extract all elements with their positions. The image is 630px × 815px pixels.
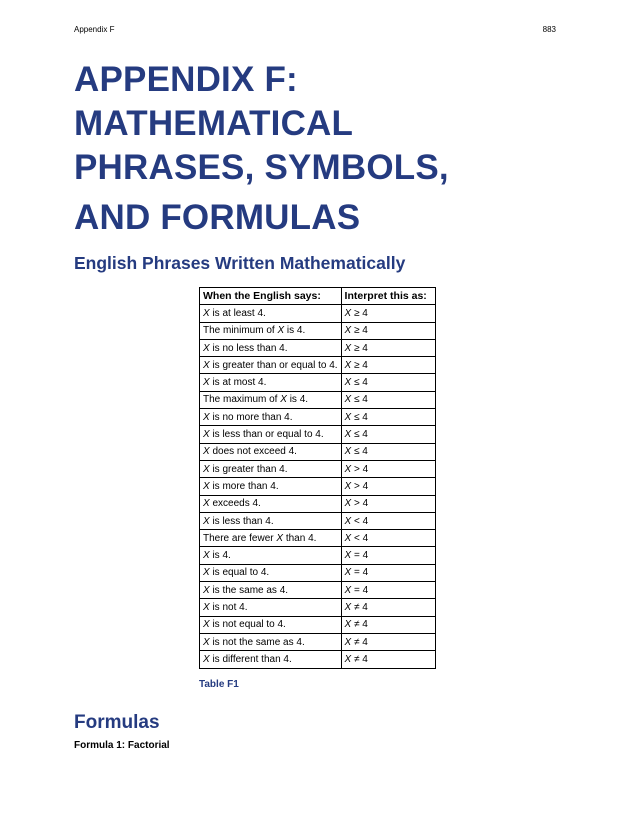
math-expression-cell <box>341 530 435 547</box>
variable-x: X <box>203 480 210 492</box>
expression-variable: X <box>344 411 352 423</box>
english-phrase-cell <box>200 582 342 599</box>
variable-x: X <box>203 653 210 665</box>
math-expression-cell <box>341 305 435 322</box>
table-row <box>200 512 436 529</box>
phrase-text: is equal to 4. <box>209 567 270 579</box>
phrase-text: is the same as 4. <box>209 584 289 596</box>
title-line: APPENDIX F: <box>74 60 298 99</box>
phrase-text: is at most 4. <box>209 377 267 389</box>
expression-variable: X <box>344 342 352 354</box>
math-expression-cell <box>341 409 435 426</box>
variable-x: X <box>203 498 210 510</box>
table-row <box>200 357 436 374</box>
table-row <box>200 409 436 426</box>
page-title <box>74 58 449 240</box>
expression-variable: X <box>344 619 352 631</box>
variable-x: X <box>203 342 210 354</box>
expression-rest: > 4 <box>351 480 369 492</box>
table-row <box>200 339 436 356</box>
table-row <box>200 547 436 564</box>
table-row <box>200 305 436 322</box>
phrase-text: is not equal to 4. <box>209 619 286 631</box>
english-phrase-cell <box>200 564 342 581</box>
phrase-prefix: The maximum of <box>203 394 281 406</box>
phrase-text: is 4. <box>286 394 309 406</box>
variable-x: X <box>276 532 284 544</box>
english-phrase-cell <box>200 495 342 512</box>
english-phrase-cell <box>200 426 342 443</box>
formulas-heading: Formulas <box>74 712 160 733</box>
math-expression-cell <box>341 426 435 443</box>
math-expression-cell <box>341 582 435 599</box>
expression-variable: X <box>344 532 352 544</box>
phrase-text: is greater than or equal to 4. <box>209 359 338 371</box>
expression-variable: X <box>344 636 352 648</box>
phrase-text: does not exceed 4. <box>209 446 297 458</box>
expression-variable: X <box>344 567 352 579</box>
expression-rest: > 4 <box>351 498 369 510</box>
math-expression-cell <box>341 357 435 374</box>
running-header-section: Appendix F <box>74 25 115 34</box>
variable-x: X <box>203 584 210 596</box>
variable-x: X <box>203 619 210 631</box>
expression-rest: ≥ 4 <box>351 342 368 354</box>
variable-x: X <box>203 463 210 475</box>
expression-rest: = 4 <box>351 584 369 596</box>
expression-rest: ≥ 4 <box>351 307 368 319</box>
english-phrase-cell <box>200 391 342 408</box>
expression-rest: = 4 <box>351 550 369 562</box>
phrase-text: is at least 4. <box>209 307 266 319</box>
math-expression-cell <box>341 322 435 339</box>
variable-x: X <box>203 377 210 389</box>
english-phrase-cell <box>200 374 342 391</box>
phrase-prefix: The minimum of <box>203 325 278 337</box>
expression-variable: X <box>344 498 352 510</box>
english-phrase-cell <box>200 616 342 633</box>
page-number: 883 <box>542 25 556 34</box>
expression-variable: X <box>344 394 352 406</box>
section-heading: English Phrases Written Mathematically <box>74 253 406 273</box>
expression-variable: X <box>344 446 352 458</box>
expression-variable: X <box>344 480 352 492</box>
variable-x: X <box>203 429 210 441</box>
variable-x: X <box>203 515 210 527</box>
math-expression-cell <box>341 339 435 356</box>
english-phrase-cell <box>200 633 342 650</box>
math-expression-cell <box>341 512 435 529</box>
table-caption: Table F1 <box>199 679 239 690</box>
phrase-text: is 4. <box>284 325 306 337</box>
table-row <box>200 460 436 477</box>
variable-x: X <box>203 359 210 371</box>
phrase-text: is different than 4. <box>209 653 292 665</box>
expression-rest: ≤ 4 <box>351 446 368 458</box>
expression-variable: X <box>344 515 352 527</box>
math-expression-cell <box>341 599 435 616</box>
expression-rest: ≤ 4 <box>351 411 368 423</box>
table-row <box>200 582 436 599</box>
variable-x: X <box>203 411 210 423</box>
phrase-text: is no less than 4. <box>209 342 288 354</box>
expression-rest: ≠ 4 <box>351 619 368 631</box>
phrase-text: exceeds 4. <box>209 498 261 510</box>
math-expression-cell <box>341 633 435 650</box>
table-header-row <box>200 288 436 305</box>
english-phrase-cell <box>200 409 342 426</box>
english-phrase-cell <box>200 651 342 668</box>
english-phrase-cell <box>200 547 342 564</box>
english-phrase-cell <box>200 322 342 339</box>
english-phrase-cell <box>200 443 342 460</box>
math-expression-cell <box>341 478 435 495</box>
english-phrase-cell <box>200 305 342 322</box>
expression-variable: X <box>344 584 352 596</box>
phrase-text: is not the same as 4. <box>209 636 305 648</box>
table-row <box>200 633 436 650</box>
expression-variable: X <box>344 359 352 371</box>
title-line: MATHEMATICAL <box>74 104 354 143</box>
english-phrase-cell <box>200 599 342 616</box>
variable-x: X <box>277 325 285 337</box>
expression-rest: ≠ 4 <box>351 653 368 665</box>
phrases-table <box>199 287 436 669</box>
table-row <box>200 443 436 460</box>
table-row <box>200 530 436 547</box>
variable-x: X <box>203 446 210 458</box>
expression-variable: X <box>344 463 352 475</box>
expression-variable: X <box>344 325 352 337</box>
expression-variable: X <box>344 377 352 389</box>
phrase-text: than 4. <box>283 532 317 544</box>
expression-rest: > 4 <box>351 463 369 475</box>
table-row <box>200 391 436 408</box>
table-row <box>200 564 436 581</box>
expression-rest: ≤ 4 <box>351 429 368 441</box>
expression-rest: < 4 <box>351 532 369 544</box>
math-expression-cell <box>341 443 435 460</box>
math-expression-cell <box>341 564 435 581</box>
phrase-text: is no more than 4. <box>209 411 293 423</box>
english-phrase-cell <box>200 460 342 477</box>
expression-rest: ≥ 4 <box>351 325 368 337</box>
title-line: PHRASES, SYMBOLS, <box>74 148 449 187</box>
phrase-text: is 4. <box>209 550 231 562</box>
math-expression-cell <box>341 460 435 477</box>
english-phrase-cell <box>200 512 342 529</box>
math-expression-cell <box>341 495 435 512</box>
variable-x: X <box>203 636 210 648</box>
english-phrase-cell <box>200 357 342 374</box>
variable-x: X <box>203 307 210 319</box>
expression-variable: X <box>344 550 352 562</box>
variable-x: X <box>203 601 210 613</box>
phrase-text: is greater than 4. <box>209 463 288 475</box>
phrase-text: is less than 4. <box>209 515 274 527</box>
phrase-text: is more than 4. <box>209 480 279 492</box>
math-expression-cell <box>341 651 435 668</box>
table-row <box>200 599 436 616</box>
english-phrase-cell <box>200 339 342 356</box>
table-row <box>200 616 436 633</box>
expression-rest: < 4 <box>351 515 369 527</box>
table-row <box>200 495 436 512</box>
expression-rest: ≤ 4 <box>351 377 368 389</box>
variable-x: X <box>280 394 287 406</box>
table-row <box>200 374 436 391</box>
phrase-text: is less than or equal to 4. <box>209 429 324 441</box>
expression-rest: ≠ 4 <box>351 636 368 648</box>
table-row <box>200 322 436 339</box>
variable-x: X <box>203 567 210 579</box>
expression-rest: ≤ 4 <box>351 394 368 406</box>
table-row <box>200 426 436 443</box>
column-header: When the English says: <box>200 288 342 305</box>
title-line: AND FORMULAS <box>74 198 361 237</box>
math-expression-cell <box>341 374 435 391</box>
table-row <box>200 651 436 668</box>
expression-variable: X <box>344 429 352 441</box>
phrase-text: is not 4. <box>209 601 248 613</box>
english-phrase-cell <box>200 530 342 547</box>
expression-variable: X <box>344 601 352 613</box>
math-expression-cell <box>341 547 435 564</box>
expression-rest: ≥ 4 <box>351 359 368 371</box>
formula-1-label: Formula 1: Factorial <box>74 740 170 751</box>
english-phrase-cell <box>200 478 342 495</box>
expression-variable: X <box>344 307 352 319</box>
expression-rest: ≠ 4 <box>351 601 368 613</box>
math-expression-cell <box>341 391 435 408</box>
phrase-prefix: There are fewer <box>203 532 277 544</box>
math-expression-cell <box>341 616 435 633</box>
expression-rest: = 4 <box>351 567 369 579</box>
column-header: Interpret this as: <box>341 288 435 305</box>
table-row <box>200 478 436 495</box>
expression-variable: X <box>344 653 352 665</box>
variable-x: X <box>203 550 210 562</box>
